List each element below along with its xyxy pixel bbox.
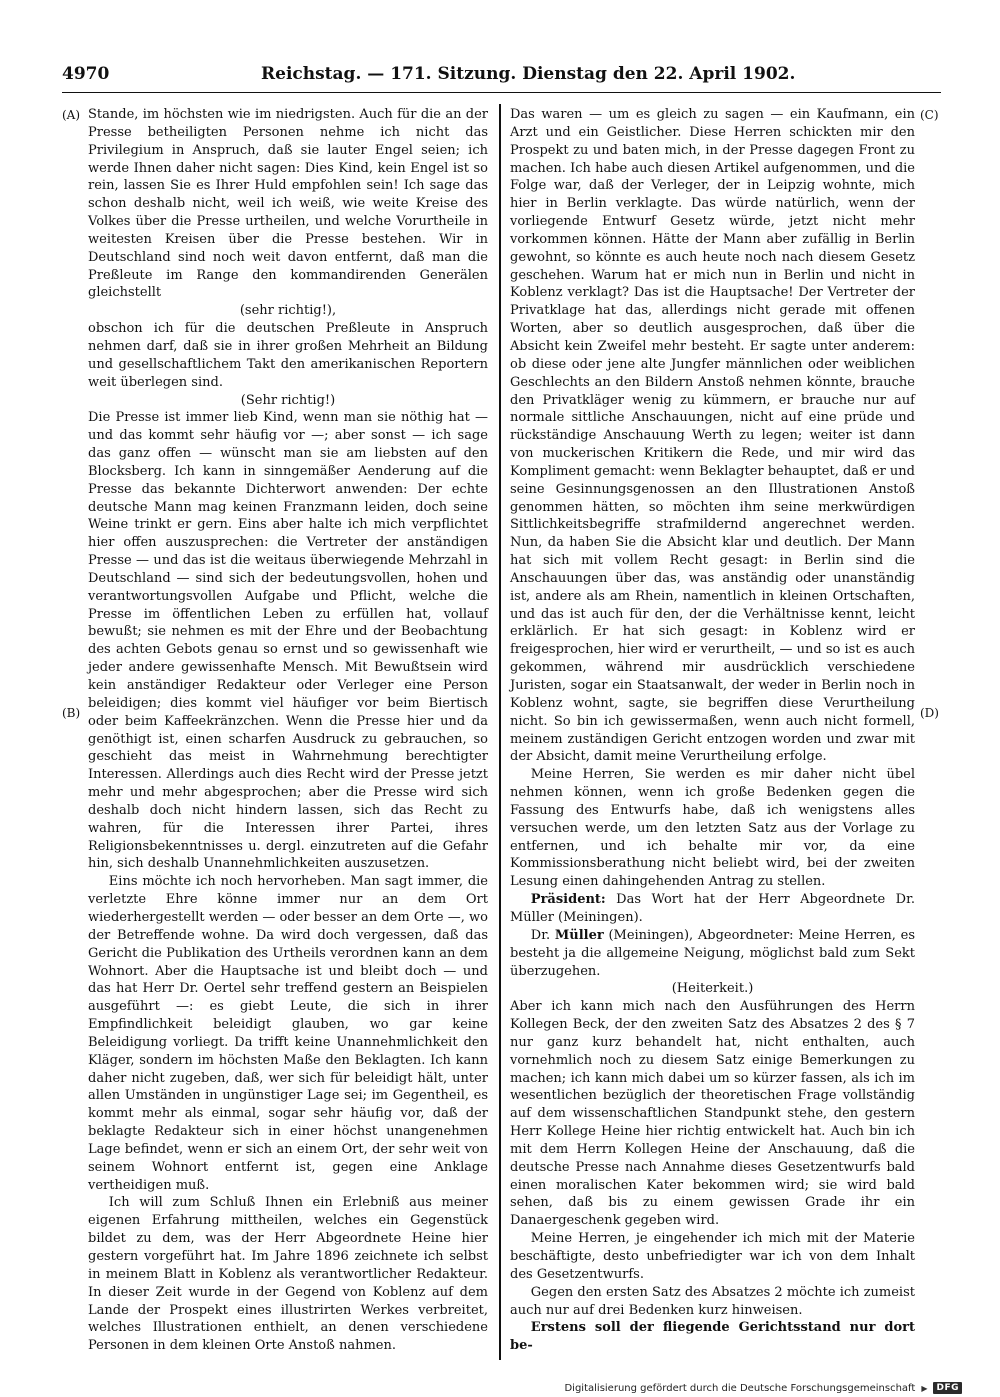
running-header [62,64,942,90]
speaker-paragraph [510,891,915,927]
header-rule [62,92,941,93]
section-marker-d: (D) [920,706,939,720]
speaker-paragraph [510,927,915,981]
section-marker-a: (A) [62,108,81,122]
speaker-name: Müller [554,927,604,943]
interjection: (sehr richtig!), [239,303,337,319]
paragraph: Ich will zum Schluß Ihnen ein Erlebniß aus meiner eigenen Erfahrung mittheilen, welches ein Gegenstück bildet zu dem, was der Herr Abgeordnete Heine hier gestern vorgeführt hat. Im Jahre 1896 zeichnete ich selbst in meinem Blatt in Koblenz als verantwortlicher Redakteur. In dieser Zeit wurde in der Gegend von Koblenz auf dem Lande der Prospekt eines illustrirten Werkes verbreitet, welches Illustrationen enthielt, an denen verschiedene Personen in dem kleinen Orte Anstoß nahmen. [88,1195,488,1354]
left-column [88,106,488,1355]
paragraph: Meine Herren, je eingehender ich mich mit der Materie beschäftigte, desto unbefriedigter war ich von dem Inhalt des Gesetzentwurfs. [510,1231,915,1282]
speaker-name: Präsident: [530,892,606,908]
digitization-footer [564,1382,962,1394]
paragraph: Eins möchte ich noch hervorheben. Man sagt immer, die verletzte Ehre könne immer nur an dem Ort wiederhergestellt werden — oder besser an dem Orte —, wo der Betreffende wohne. Da wird doch vergessen, daß das Gericht die Publikation des Urtheils verordnen kann an dem Wohnort. Aber die Hauptsache ist und bleibt doch — und das hat Herr Dr. Oertel sehr treffend gestern an Beispielen ausgeführt —: es giebt Leute, die sich in ihrer Empfindlichkeit beleidigt glauben, wo gar keine Beleidigung vorliegt. Da trifft keine Unannehmlichkeit den Kläger, sondern im höchsten Maße den Beklagten. Ich kann daher nicht zugeben, daß, wer sich für beleidigt hält, unter allen Umständen in ungünstiger Lage sei; im Gegentheil, es kommt mehr als einmal, sogar sehr häufig vor, daß der beklagte Redakteur sich in einer höchst unangenehmen Lage befindet, wenn er sich an einem Ort, der sehr weit von seinem Wohnort entfernt ist, gegen eine Anklage vertheidigen muß. [88,874,488,1193]
arrow-icon: ▶ [921,1383,928,1393]
paragraph: obschon ich für die deutschen Preßleute in Anspruch nehmen darf, daß sie in ihrer großen Mehrheit an Bildung und gesellschaftlichem Takt den amerikanischen Reportern weit überlegen sind. [88,321,488,390]
paragraph: Gegen den ersten Satz des Absatzes 2 möchte ich zumeist auch nur auf drei Bedenken kurz hinweisen. [510,1284,915,1318]
paragraph: Das waren — um es gleich zu sagen — ein Kaufmann, ein Arzt und ein Geistlicher. Diese Herren schickten mir den Prospekt zu und baten mich, in der Presse dagegen Front zu machen. Ich habe auch diesen Artikel aufgenommen, und die Folge war, daß der Verleger, der in Leipzig wohnte, mich hier in Berlin verklagte. Das würde natürlich, wenn der vorliegende Entwurf Gesetz würde, jetzt nicht mehr vorkommen können. Hätte der Mann aber zufällig in Berlin gewohnt, so könnte es auch heute noch nach diesem Gesetz geschehen. Warum hat er mich nun in Berlin und nicht in Koblenz verklagt? Das ist die Hauptsache! Der Vertreter der Privatklage hat das, allerdings nicht gerade mit offenen Worten, aber so deutlich ausgesprochen, daß über die Absicht kein Zweifel mehr besteht. Er sagte unter anderem: ob diese oder jene alte Jungfer männlichen oder weiblichen Geschlechts an den Bildern Anstoß nehmen könnte, brauche den Privatkläger wenig zu kümmern, er brauche nur auf normale sittliche Anschauungen, nicht auf eine prüde und rückständige Anschauung Werth zu legen; weiter ist dann von muckerischen Kritikern die Rede, und mir wird das Kompliment gemacht: wenn Beklagter behauptet, daß er und seine Gesinnungsgenossen an den Illustrationen Anstoß genommen hätten, so möchten ihm seine merkwürdigen Sittlichkeitsbegriffe strafmildernd angerechnet werden. Nun, da haben Sie die Absicht klar und deutlich. Der Mann hat sich mit vollem Recht gesagt: in Berlin sind die Anschauungen über das, was anständig oder unanständig ist, andere als am Rhein, namentlich in kleinen Ortschaften, und das ist auch für den, der die Verhältnisse kennt, leicht erklärlich. Er hat sich gesagt: in Koblenz wird er freigesprochen, hier wird er verurtheilt, — und so ist es auch gekommen, während mir ausdrücklich verschiedene Juristen, sogar ein Staatsanwalt, der weder in Berlin noch in Koblenz wohnt, sagte, sie begriffen diese Verurtheilung nicht. So bin ich gewissermaßen, wenn auch nicht formell, meinem zuständigen Gericht entzogen worden und zwar mit der Absicht, damit meine Verurtheilung erfolge. [510,107,915,765]
interjection: (Heiterkeit.) [671,981,754,997]
speaker-text: Das Wort hat der Herr Abgeordnete Dr. Müller (Meiningen). [510,892,915,925]
footer-text: Digitalisierung gefördert durch die Deutsche Forschungsgemeinschaft [564,1382,916,1394]
page-number: 4970 [62,64,110,84]
section-marker-b: (B) [62,706,81,720]
header-title: Reichstag. — 171. Sitzung. Dienstag den 22. April 1902. [261,64,796,84]
right-column [510,106,915,1355]
speaker-title: Dr. [530,927,555,943]
paragraph: Stande, im höchsten wie im niedrigsten. Auch für die an der Presse betheiligten Personen nehme ich nicht das Privilegium in Anspruch, daß sie lauter Engel seien; ich werde Ihnen daher nicht sagen: Dies Kind, kein Engel ist so rein, lassen Sie es Ihrer Huld empfohlen sein! Ich sage das schon deshalb nicht, weil ich weiß, wie weite Kreise des Volkes über die Presse urtheilen, und welche Vorurtheile in weitesten Kreisen über die Presse bestehen. Wir in Deutschland sind noch weit davon entfernt, daß man die Preßleute im Range den kommandirenden Generälen gleichstellt [88,107,488,301]
paragraph: Die Presse ist immer lieb Kind, wenn man sie nöthig hat — und das kommt sehr häufig vor —; aber sonst — ich sage das ganz offen — wünscht man sie am liebsten auf den Blocksberg. Ich kann in sinngemäßer Aenderung auf die Presse das bekannte Dichterwort anwenden: Der echte deutsche Mann mag keinen Franzmann leiden, doch seine Weine trinkt er gern. Eins aber halte ich mich verpflichtet hier offen auszusprechen: die Vertreter der anständigen Presse — und das ist die weitaus überwiegende Mehrzahl in Deutschland — sind sich der bedeutungsvollen, hohen und verantwortungsvollen Aufgabe und Pflicht, welche die Presse im öffentlichen Leben zu erfüllen hat, vollauf bewußt; sie nehmen es mit der Ehre und der Beobachtung des achten Gebots genau so ernst und so gewissenhaft wie jeder andere gewissenhafte Mensch. Mit Bewußtsein wird kein anständiger Redakteur oder Verleger eine Person beleidigen; dies kommt viel häufiger vor beim Biertisch oder beim Kaffeekränzchen. Wenn die Presse hier und da genöthigt ist, einen scharfen Ausdruck zu gebrauchen, so geschieht das meist in Wahrnehmung berechtigter Interessen. Allerdings auch dies Recht wird der Presse jetzt mehr und mehr abgesprochen; aber die Presse wird sich deshalb doch nicht hindern lassen, sich das Recht zu wahren, für die Interessen ihrer Partei, ihres Religionsbekenntnisses u. dergl. einzutreten auf die Gefahr hin, sich deshalb Unannehmlichkeiten auszusetzen. [88,410,488,872]
paragraph: Meine Herren, Sie werden es mir daher nicht übel nehmen können, wenn ich große Bedenken gegen die Fassung des Entwurfs habe, daß ich wenigstens alles versuchen werde, um den letzten Satz aus der Vorlage zu entfernen, und ich behalte mir vor, da eine Kommissionsberathung nicht beliebt wird, bei der zweiten Lesung einen dahingehenden Antrag zu stellen. [510,767,915,890]
column-divider [499,104,501,1360]
section-marker-c: (C) [920,108,939,122]
interjection: (Sehr richtig!) [240,392,336,408]
dfg-logo: DFG [933,1382,962,1394]
paragraph: Erstens soll der fliegende Gerichtsstand nur dort be- [510,1320,915,1354]
speaker-text: (Meiningen), Abgeordneter: Meine Herren, es besteht ja die allgemeine Neigung, möglichst bald zum Sekt überzugehen. [510,927,915,979]
paragraph: Aber ich kann mich nach den Ausführungen des Herrn Kollegen Beck, der den zweiten Satz des Absatzes 2 des § 7 nur ganz kurz behandelt hat, nicht enthalten, auch vornehmlich noch zu diesem Satz einige Bemerkungen zu machen; ich kann mich dabei um so kürzer fassen, als ich im wesentlichen bezüglich der theoretischen Frage vollständig auf dem wissenschaftlichen Standpunkt stehe, den gestern Herr Kollege Heine hier richtig entwickelt hat. Auch bin ich mit dem Herrn Kollegen Heine der Anschauung, daß die deutsche Presse nach Annahme dieses Gesetzentwurfs bald einen moralischen Kater bekommen wird; sie wird bald sehen, daß bis zu einem gewissen Grade ihr ein Danaergeschenk gegeben wird. [510,999,915,1229]
